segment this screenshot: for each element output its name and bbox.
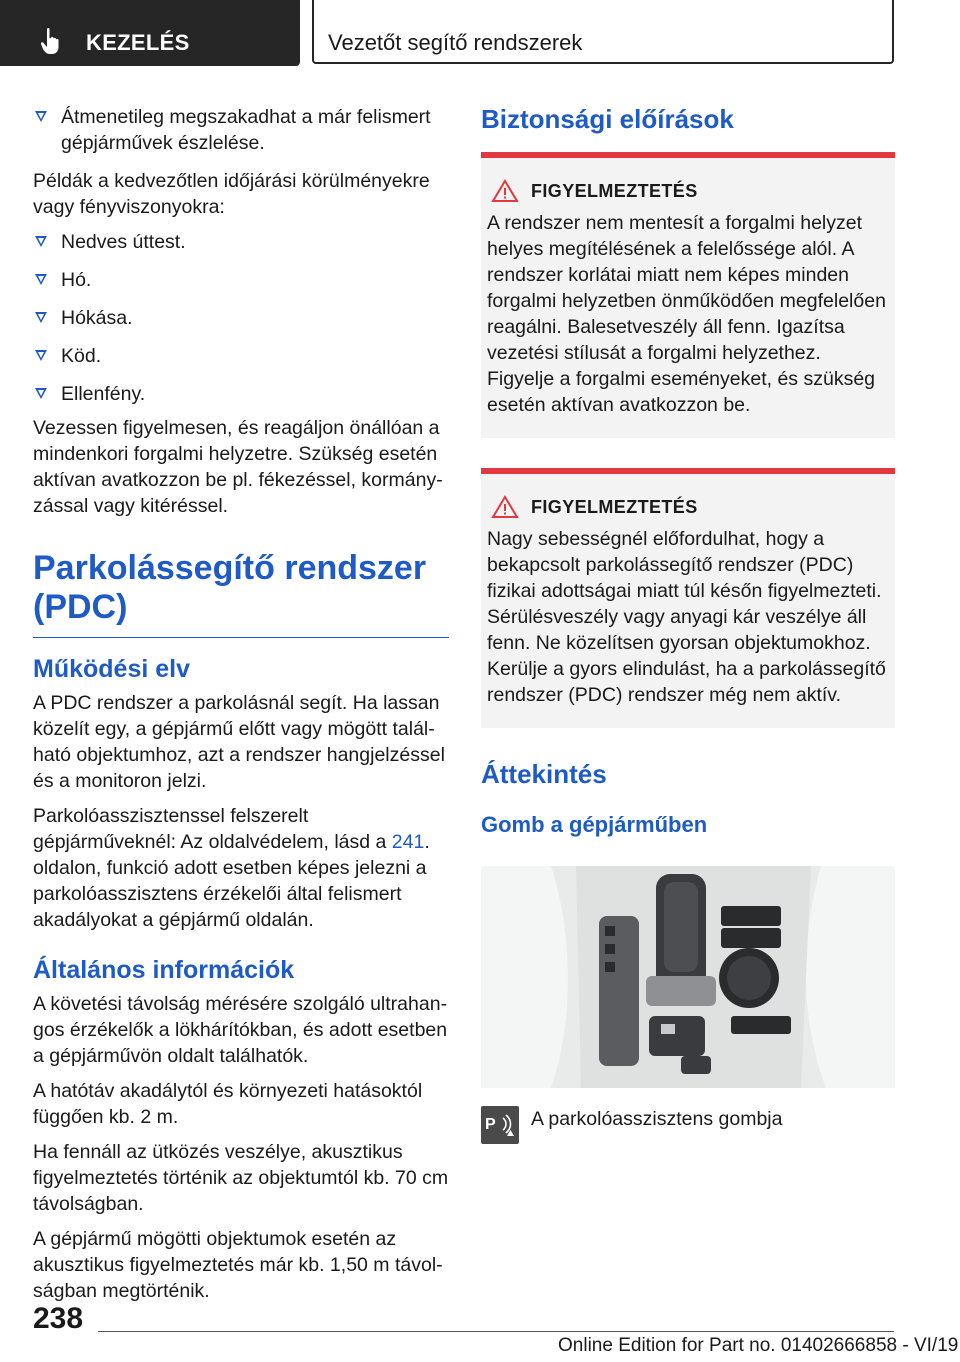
heading-button-in-car: Gomb a gépjárműben [481, 812, 708, 837]
page-header [0, 0, 960, 66]
paragraph: A PDC rendszer a parkolásnál segít. Ha lassan közelít egy, a gépjármű előtt vagy mögött található objektumhoz, azt a rendszer hangjelzéssel és a monitoron jelzi. [33, 692, 445, 792]
warning-triangle-icon [491, 495, 519, 519]
list-item: Nedves úttest. [33, 229, 449, 255]
paragraph: A hatótáv akadálytól és környezeti hatásoktól függően kb. 2 m. [33, 1080, 423, 1128]
triangle-bullet-icon [35, 111, 47, 122]
page-number: 238 [33, 1302, 84, 1335]
paragraph: A követési távolság mérésére szolgáló ultrahangos érzékelők a lökhárítókban, és adott esetben a gépjárművön oldalt találhatók. [33, 993, 448, 1067]
section-tab [0, 0, 300, 66]
left-column [33, 104, 449, 1313]
warning-label: FIGYELMEZTETÉS [531, 181, 698, 201]
warning-box [481, 468, 895, 728]
paragraph: Parkolóasszisztenssel felszerelt gépjárműveknél: Az oldalvédelem, lásd a 241. oldalon, funkció adott esetben képes jelezni a parkolóasszisztens érzékelői által felismert akadályokat a gépjármű oldalán. [33, 805, 430, 931]
parking-assist-button-icon: P [481, 1106, 519, 1144]
center-console-photo [481, 866, 895, 1088]
caption-text: A parkolóasszisztens gombja [531, 1108, 783, 1130]
heading-safety: Biztonsági előírások [481, 104, 734, 134]
heading-general: Általános információk [33, 956, 295, 984]
triangle-bullet-icon [35, 312, 47, 323]
heading-overview: Áttekintés [481, 759, 607, 789]
warning-text: A rendszer nem mentesít a forgalmi helyzet helyes megítélésének a felelőssége alól. A rendszer korlátai miatt nem képes minden forgalmi helyzetben önműködően megfelelően reagálni. Balesetveszély áll fenn. Igazítsa vezetési stílusát a forgalmi helyzethez. Figyelje a forgalmi eseményeket, és szükség esetén aktívan avatkozzon be. [487, 212, 886, 416]
triangle-bullet-icon [35, 274, 47, 285]
paragraph: Vezessen figyelmesen, és reagáljon önállóan a mindenkori forgalmi helyzetre. Szükség esetén aktívan avatkozzon be pl. fékezéssel, kormányzással vagy kitéréssel. [33, 417, 443, 517]
warning-text: Nagy sebességnél előfordulhat, hogy a bekapcsolt parkolássegítő rendszer (PDC) fizikai adottságai miatt túl későn figyelmezteti. Sérülésveszély vagy anyagi kár veszélye áll fenn. Ne közelítsen gyorsan objektumokhoz. Kerülje a gyors elindulást, ha a parkolássegítő rendszer (PDC) rendszer még nem aktív. [487, 528, 886, 706]
subsection-title: Vezetőt segítő rendszerek [328, 30, 583, 55]
list-item: Hó. [33, 267, 449, 293]
center-console-illustration [481, 866, 895, 1088]
hand-pointer-icon [40, 27, 66, 55]
list-item: Hókása. [33, 305, 449, 331]
section-title: KEZELÉS [86, 30, 190, 55]
warning-triangle-icon [491, 179, 519, 203]
triangle-bullet-icon [35, 388, 47, 399]
paragraph: Példák a kedvezőtlen időjárási körülményekre vagy fényviszonyokra: [33, 170, 430, 218]
list-item: Köd. [33, 343, 449, 369]
warning-label: FIGYELMEZTETÉS [531, 497, 698, 517]
right-column [481, 100, 895, 1144]
paragraph: Ha fennáll az ütközés veszélye, akusztikus figyelmeztetés történik az objektumtól kb. 70 cm távolságban. [33, 1141, 449, 1215]
section-heading-pdc: Parkolássegítő rendszer (PDC) [33, 549, 449, 638]
triangle-bullet-icon [35, 236, 47, 247]
heading-principle: Működési elv [33, 655, 190, 683]
list-item: Átmenetileg megszakadhat a már felismert gépjárművek észlelése. [33, 104, 449, 156]
paragraph: A gépjármű mögötti objektumok esetén az akusztikus figyelmeztetés már kb. 1,50 m távolságban megtörténik. [33, 1228, 443, 1302]
triangle-bullet-icon [35, 350, 47, 361]
edition-text: Online Edition for Part no. 01402666858 - VI/19 [558, 1335, 959, 1356]
page-link[interactable]: 241 [391, 831, 425, 853]
figure-caption [481, 1106, 895, 1144]
list-item: Ellenfény. [33, 381, 449, 407]
footer-divider [98, 1331, 894, 1332]
warning-box [481, 152, 895, 438]
